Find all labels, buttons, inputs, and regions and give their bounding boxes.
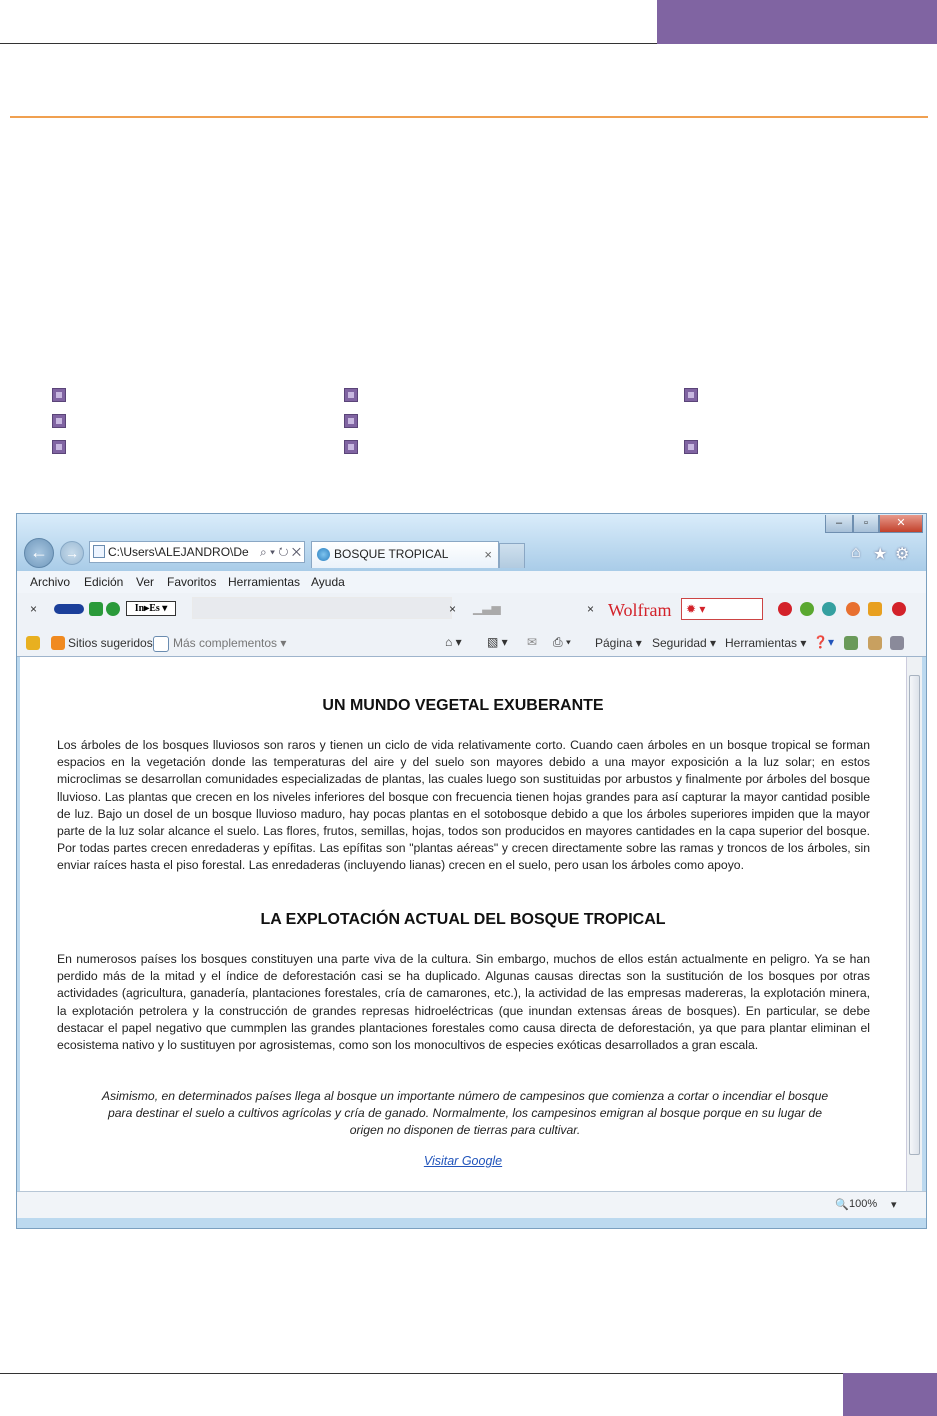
heading-explotacion: LA EXPLOTACIÓN ACTUAL DEL BOSQUE TROPICAL <box>260 911 666 928</box>
bullet-icon <box>52 414 66 428</box>
addons-link[interactable]: Más complementos ▾ <box>173 636 287 650</box>
menu-favoritos[interactable]: Favoritos <box>167 575 217 589</box>
favorites-icon[interactable] <box>26 636 40 650</box>
page-icon <box>93 545 105 558</box>
toolbar-search-field[interactable] <box>192 597 452 619</box>
bullet-icon <box>684 440 698 454</box>
monitor-icon[interactable] <box>89 602 103 616</box>
wolfram-logo[interactable]: Wolfram <box>608 600 672 620</box>
toolbar-logo-icon[interactable] <box>54 604 84 614</box>
home-icon[interactable]: ⌂ ▾ <box>445 635 462 649</box>
tab-label: BOSQUE TROPICAL <box>334 547 449 561</box>
menu-ayuda[interactable]: Ayuda <box>311 575 345 589</box>
print-icon[interactable]: ⎙ ▾ <box>553 635 571 649</box>
extension-icon[interactable] <box>890 636 904 650</box>
help-icon[interactable]: ❓▾ <box>813 635 834 649</box>
header-accent-block <box>657 0 937 44</box>
back-button[interactable]: ← <box>24 538 54 568</box>
ie-icon <box>317 548 330 561</box>
footer-accent-block <box>843 1373 937 1416</box>
suggested-sites-link[interactable]: Sitios sugeridos <box>68 636 153 650</box>
signal-icon: ▁▃▅ <box>473 601 501 615</box>
bullet-icon <box>684 388 698 402</box>
menu-ver[interactable]: Ver <box>136 575 155 589</box>
maximize-button[interactable]: ▫ <box>853 515 879 533</box>
address-bar[interactable] <box>89 541 305 563</box>
close-toolbar-icon[interactable]: × <box>587 602 595 616</box>
wolfram-tool-icon[interactable] <box>868 602 882 616</box>
menu-archivo[interactable]: Archivo <box>30 575 71 589</box>
zoom-icon[interactable]: 🔍 <box>835 1199 849 1211</box>
browser-window <box>16 513 927 1229</box>
status-bar <box>17 1191 926 1218</box>
rss-icon[interactable]: ▧ ▾ <box>487 635 508 649</box>
bullet-icon <box>52 388 66 402</box>
footer-rule <box>0 1373 843 1374</box>
zoom-dropdown-icon[interactable]: ▾ <box>891 1199 897 1211</box>
tools-icon[interactable] <box>868 636 882 650</box>
quote-campesinos: Asimismo, en determinados países llega al bosque un importante número de campesinos que comienza a cortar o incendiar el bosque para destinar el suelo a cultivos agrícolas y cría de ganado. Normalmente, los campesinos emigran al bosque porque en su lugar de origen no disponen de tierras para cultivar. <box>101 1089 829 1138</box>
favorites-star-icon[interactable]: ★ <box>873 546 888 563</box>
home-icon[interactable]: ⌂ <box>851 544 861 561</box>
bullet-icon <box>344 414 358 428</box>
bullet-icon <box>52 440 66 454</box>
tab-bosque-tropical[interactable] <box>311 541 499 568</box>
page-content <box>20 657 906 1191</box>
wolfram-tool-icon[interactable] <box>778 602 792 616</box>
heading-vegetal: UN MUNDO VEGETAL EXUBERANTE <box>322 697 604 714</box>
mail-icon[interactable]: ✉ <box>527 635 538 649</box>
close-window-button[interactable]: ✕ <box>879 515 923 533</box>
menu-herramientas[interactable]: Herramientas <box>228 575 301 589</box>
close-tab-icon[interactable]: × <box>484 547 492 562</box>
scrollbar-thumb[interactable] <box>909 675 920 1155</box>
gear-icon[interactable]: ⚙ <box>895 546 910 563</box>
wolfram-tool-icon[interactable] <box>892 602 906 616</box>
favorites-bar <box>17 629 926 657</box>
new-tab-button[interactable] <box>499 543 525 568</box>
menu-seguridad[interactable]: Seguridad ▾ <box>652 636 717 650</box>
close-toolbar-icon[interactable]: × <box>30 602 38 616</box>
paragraph-vegetal: Los árboles de los bosques lluviosos son raros y tienen un ciclo de vida relativamente corto. Cuando caen árboles en un bosque tropical se forman espacios en la vegetación donde las temperaturas del aire y del suelo son mayores debido a una mayor exposición a la luz solar; en estos microclimas se desarrollan comunidades especializadas de plantas, las cuales luego son sustituidas por arbustos y finalmente por árboles del bosque lluvioso. Las plantas que crecen en los niveles inferiores del bosque con frecuencia tienen hojas grandes para así capturar la mayor cantidad posible de luz. Bajo un dosel de un bosque lluvioso maduro, hay pocas plantas en el sotobosque debido a que los árboles superiores impiden que la mayor parte de la luz solar alcance el suelo. Las flores, frutos, semillas, hojas, todos son producidos en mayores cantidades en la capa superior del bosque. Por todas partes crecen enredaderas y epífitas. Las epífitas son "plantas aéreas" y crecen directamente sobre las ramas y troncos de los árboles, sin enviar raíces hasta el piso forestal. Las enredaderas (incluyendo lianas) crecen en el suelo, pero usan los árboles como apoyo. <box>57 738 870 873</box>
translate-select[interactable]: In▸Es ▾ <box>126 601 176 616</box>
bullet-icon <box>344 388 358 402</box>
address-text: C:\Users\ALEJANDRO\De <box>108 545 249 559</box>
bullet-icon <box>344 440 358 454</box>
wolfram-input[interactable]: ✹ ▾ <box>681 598 763 620</box>
close-toolbar-icon[interactable]: × <box>449 602 457 616</box>
globe-icon[interactable] <box>106 602 120 616</box>
menu-herramientas-cmd[interactable]: Herramientas ▾ <box>725 636 807 650</box>
page-icon <box>153 636 169 652</box>
wolfram-tool-icon[interactable] <box>846 602 860 616</box>
google-link[interactable]: Visitar Google <box>423 1154 503 1168</box>
suggested-sites-icon <box>51 636 65 650</box>
menu-bar <box>17 571 926 593</box>
wolfram-tool-icon[interactable] <box>800 602 814 616</box>
minimize-button[interactable]: – <box>825 515 853 533</box>
zoom-level[interactable]: 100% <box>849 1198 878 1210</box>
menu-edicion[interactable]: Edición <box>84 575 124 589</box>
menu-pagina[interactable]: Página ▾ <box>595 636 642 650</box>
wolfram-tool-icon[interactable] <box>822 602 836 616</box>
address-tools-icon[interactable]: ⌕ ▾ ↻ ✕ <box>259 545 301 559</box>
paragraph-explotacion: En numerosos países los bosques constituyen una parte viva de la cultura. Sin embargo, muchos de ellos están actualmente en peligro. Ya se han perdido más de la mitad y el índice de deforestación casi se ha duplicado. Algunas causas directas son la sustitución de los bosques por otras actividades (agricultura, ganadería, plantaciones forestales, cría de camarones, etc.), la actividad de las empresas madereras, la explotación minera, la explotación petrolera y la construcción de grandes represas hidroeléctricas (que inundan extensas áreas de bosques). En particular, se debe destacar el papel negativo que cummplen las grandes plantaciones forestales como causa directa de deforestación, ya que para plantar eliminan el ecosistema nativo y lo sustituyen por agrosistemas, como son los monocultivos de especies exóticas desarrollados a gran escala. <box>57 952 870 1053</box>
forward-button[interactable]: → <box>60 541 84 565</box>
research-icon[interactable] <box>844 636 858 650</box>
vertical-scrollbar[interactable] <box>906 657 922 1191</box>
header-rule <box>0 43 657 44</box>
orange-divider <box>10 116 928 118</box>
